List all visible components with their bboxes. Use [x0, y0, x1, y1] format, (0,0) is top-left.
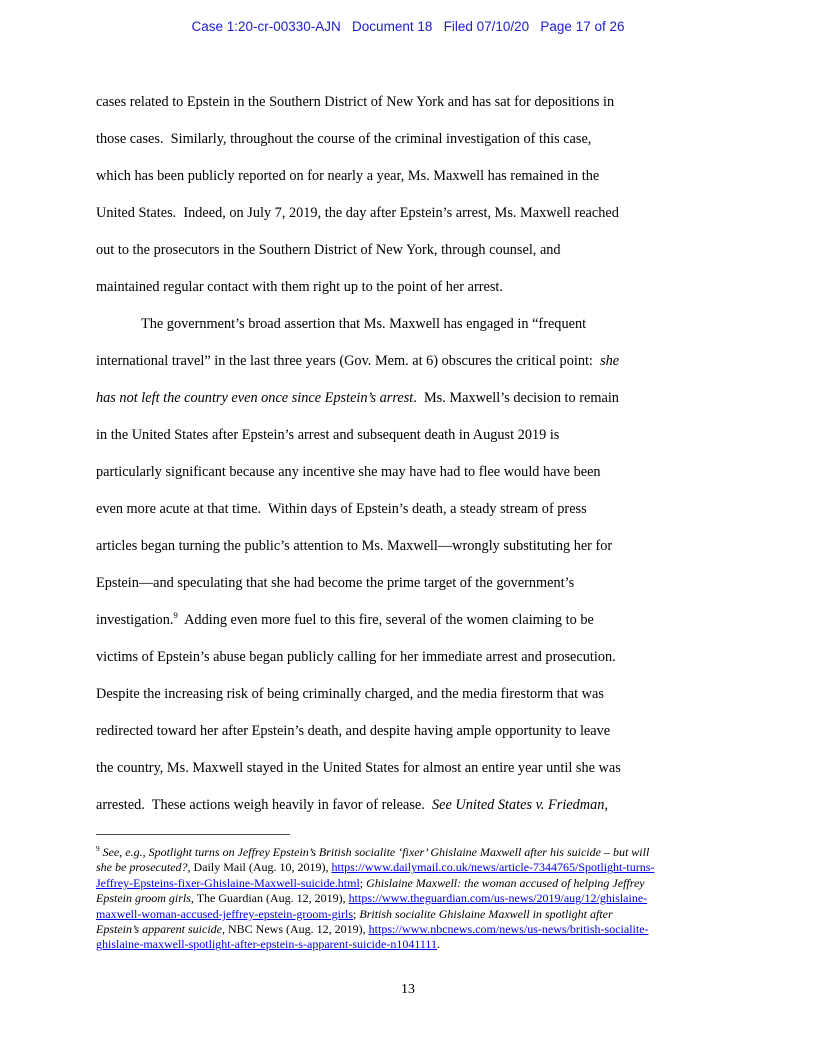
text-segment: even more acute at that time. Within days of Epstein’s death, a steady stream of press [96, 501, 587, 517]
text-segment: international travel” in the last three years (Gov. Mem. at 6) obscures the critical point: [96, 353, 601, 369]
text-line [96, 491, 736, 528]
text-segment: investigation. [96, 612, 174, 628]
footnote-separator [96, 834, 290, 835]
text-line [96, 158, 736, 195]
text-segment: arrested. These actions weigh heavily in favor of release. [96, 797, 432, 813]
text-segment: articles began turning the public’s attention to Ms. Maxwell—wrongly substituting her for [96, 538, 613, 554]
text-segment: Ghislaine Maxwell: the woman accused of helping Jeffrey [366, 875, 645, 890]
text-segment: British socialite Ghislaine Maxwell in spotlight after [359, 906, 613, 921]
text-line [96, 787, 736, 824]
text-segment: in the United States after Epstein’s arrest and subsequent death in August 2019 is [96, 427, 560, 443]
text-segment: victims of Epstein’s abuse began publicly calling for her immediate arrest and prosecution. [96, 649, 616, 665]
text-segment: Adding even more fuel to this fire, several of the women claiming to be [177, 612, 594, 628]
text-segment: she [600, 353, 620, 369]
text-segment: Epstein—and speculating that she had become the prime target of the government’s [96, 575, 575, 591]
text-line [96, 845, 736, 860]
text-line [96, 922, 736, 937]
text-line [96, 713, 736, 750]
text-line [96, 676, 736, 713]
text-line [96, 306, 736, 343]
text-segment: See United States v. Friedman [431, 797, 605, 813]
text-segment: maintained regular contact with them right up to the point of her arrest. [96, 279, 503, 295]
text-segment: . [436, 937, 440, 952]
hyperlink[interactable]: maxwell-woman-accused-jeffrey-epstein-groom-girls [96, 906, 354, 921]
text-line [96, 639, 736, 676]
hyperlink[interactable]: Jeffrey-Epsteins-fixer-Ghislaine-Maxwell-suicide.html [96, 875, 360, 890]
text-line [96, 528, 736, 565]
text-segment: has not left the country even once since Epstein’s arrest [96, 390, 414, 406]
text-line [96, 937, 736, 952]
text-line [96, 876, 736, 891]
text-line [96, 269, 736, 306]
text-segment: See, e.g., Spotlight turns on Jeffrey Epstein’s British socialite ‘fixer’ Ghislaine Maxwell after his suicide – but will [102, 845, 650, 859]
hyperlink[interactable]: ghislaine-maxwell-spotlight-after-epstein-s-apparent-suicide-n1041111 [96, 937, 437, 952]
footnote [96, 845, 736, 953]
text-line [96, 891, 736, 906]
hyperlink[interactable]: https://www.theguardian.com/us-news/2019/aug/12/ghislaine- [348, 891, 648, 906]
text-line [96, 907, 736, 922]
text-segment: out to the prosecutors in the Southern District of New York, through counsel, and [96, 242, 561, 258]
text-line [96, 380, 736, 417]
text-segment: Epstein’s apparent suicide [96, 922, 222, 937]
text-line [96, 84, 736, 121]
text-segment: , NBC News (Aug. 12, 2019), [222, 922, 369, 937]
text-line [96, 232, 736, 269]
hyperlink[interactable]: https://www.nbcnews.com/news/us-news/british-socialite- [368, 922, 649, 937]
footnote-reference: 9 [173, 610, 178, 621]
text-line [96, 417, 736, 454]
text-line [96, 602, 736, 639]
text-segment: which has been publicly reported on for nearly a year, Ms. Maxwell has remained in the [96, 168, 600, 184]
text-segment: United States. Indeed, on July 7, 2019, the day after Epstein’s arrest, Ms. Maxwell reached [96, 205, 619, 221]
text-line [96, 454, 736, 491]
text-line [96, 860, 736, 875]
text-segment: , The Guardian (Aug. 12, 2019), [190, 891, 349, 906]
body-text [96, 84, 736, 824]
text-segment: , [604, 797, 609, 813]
text-segment: . Ms. Maxwell’s decision to remain [413, 390, 619, 406]
text-line [96, 343, 736, 380]
hyperlink[interactable]: https://www.dailymail.co.uk/news/article-7344765/Spotlight-turns- [331, 860, 655, 875]
text-segment: cases related to Epstein in the Southern District of New York and has sat for depositions in [96, 94, 615, 110]
text-segment: Despite the increasing risk of being criminally charged, and the media firestorm that was [96, 686, 604, 702]
text-segment: she be prosecuted? [96, 860, 188, 875]
text-line [96, 195, 736, 232]
text-segment: the country, Ms. Maxwell stayed in the United States for almost an entire year until she was [96, 760, 621, 776]
text-segment: redirected toward her after Epstein’s death, and despite having ample opportunity to leave [96, 723, 611, 739]
footnote-reference: 9 [96, 845, 100, 853]
text-segment: particularly significant because any incentive she may have had to flee would have been [96, 464, 601, 480]
text-segment: Epstein groom girls [96, 891, 191, 906]
text-line [96, 565, 736, 602]
text-segment: those cases. Similarly, throughout the course of the criminal investigation of this case, [96, 131, 592, 147]
text-segment: ; [353, 906, 360, 921]
text-segment: , Daily Mail (Aug. 10, 2019), [187, 860, 332, 875]
text-line [96, 121, 736, 158]
ecf-case-stamp: Case 1:20-cr-00330-AJN Document 18 Filed 07/10/20 Page 17 of 26 [191, 19, 625, 34]
text-segment: ; [359, 875, 367, 890]
text-line [96, 750, 736, 787]
page-number: 13 [401, 982, 415, 997]
text-segment: The government’s broad assertion that Ms. Maxwell has engaged in “frequent [141, 316, 587, 332]
